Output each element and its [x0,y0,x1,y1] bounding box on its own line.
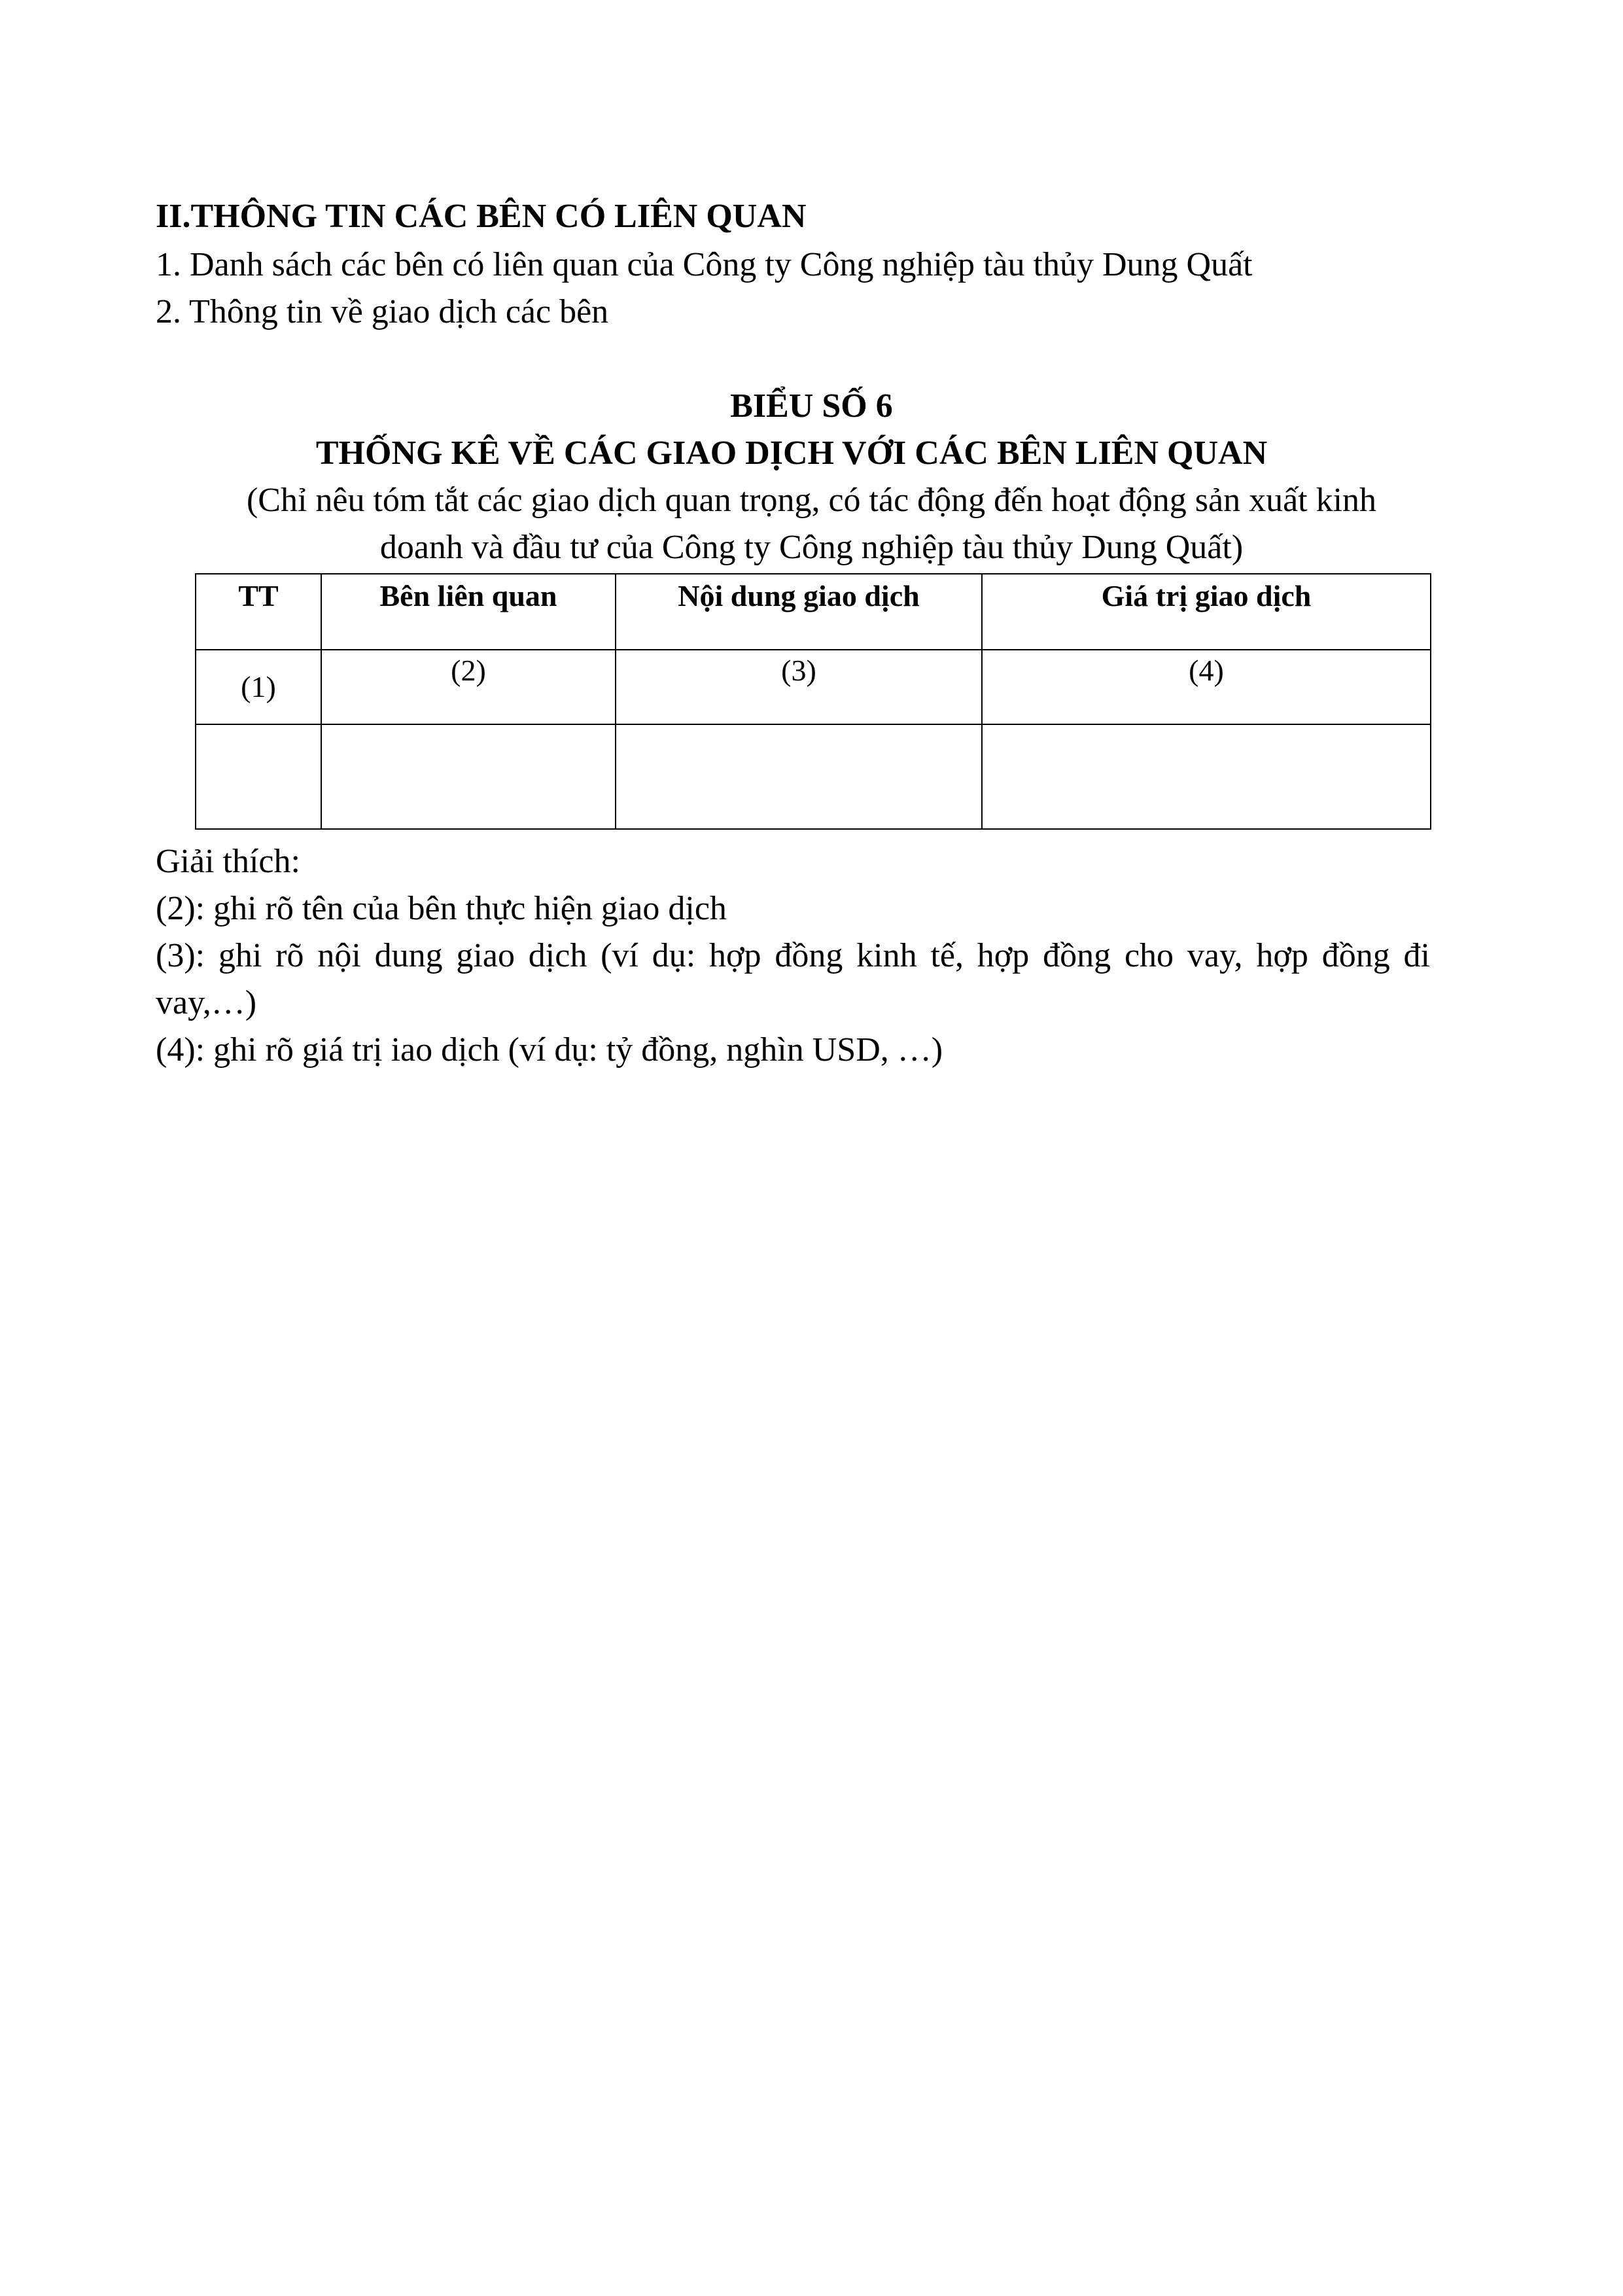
header-transaction-value: Giá trị giao dịch [982,574,1431,650]
table-cell [196,724,321,829]
form-note-line-1: (Chỉ nêu tóm tắt các giao dịch quan trọng, có tác động đến hoạt động sản xuất kinh [246,482,1377,519]
column-number-2: (2) [321,650,616,724]
form-label: BIỂU SỐ 6 [730,387,893,425]
section-item-2: 2. Thông tin về giao dịch các bên [156,293,609,330]
table-cell [982,724,1431,829]
column-number-1: (1) [196,650,321,724]
explanation-item-3-line-2: vay,…) [156,984,257,1021]
section-item-1: 1. Danh sách các bên có liên quan của Công ty Công nghiệp tàu thủy Dung Quất [156,246,1253,283]
form-note-line-2: doanh và đầu tư của Công ty Công nghiệp tàu thủy Dung Quất) [379,529,1244,566]
explanation-item-3-line-1: (3): ghi rõ nội dung giao dịch (ví dụ: hợp đồng kinh tế, hợp đồng cho vay, hợp đồng đi [156,937,1430,974]
column-number-3: (3) [616,650,982,724]
table-number-row [196,650,1431,724]
table-header-row [196,574,1431,650]
table-row [196,724,1431,829]
explanation-item-2: (2): ghi rõ tên của bên thực hiện giao dịch [156,890,727,927]
header-related-party: Bên liên quan [321,574,616,650]
column-number-4: (4) [982,650,1431,724]
header-transaction-content: Nội dung giao dịch [616,574,982,650]
section-heading: II.THÔNG TIN CÁC BÊN CÓ LIÊN QUAN [156,198,807,235]
transactions-table [195,573,1431,830]
form-title: THỐNG KÊ VỀ CÁC GIAO DỊCH VỚI CÁC BÊN LIÊN QUAN [315,434,1268,472]
table-cell [321,724,616,829]
table-cell [616,724,982,829]
explanation-item-4: (4): ghi rõ giá trị iao dịch (ví dụ: tỷ đồng, nghìn USD, …) [156,1031,943,1069]
header-tt: TT [196,574,321,650]
explanation-heading: Giải thích: [156,843,300,880]
